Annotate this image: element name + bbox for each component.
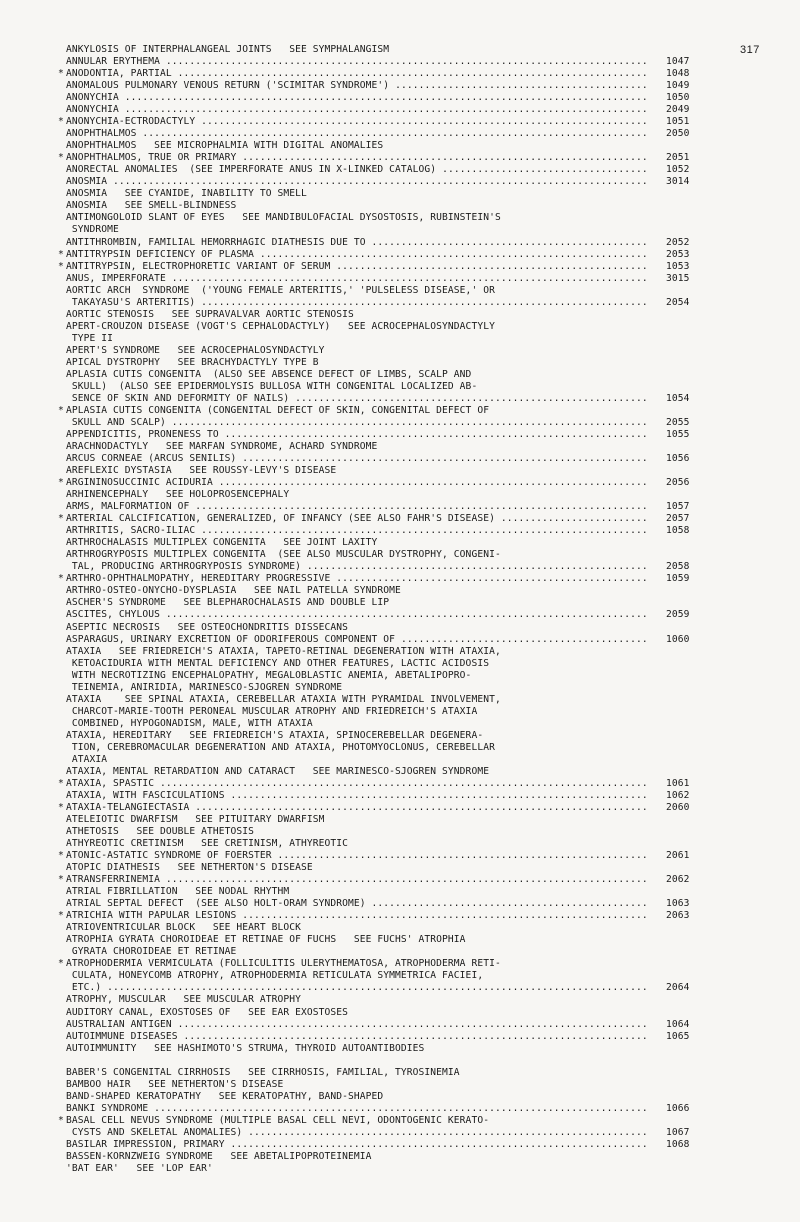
entry-number: 2051 <box>666 152 690 164</box>
asterisk-marker: * <box>58 910 64 922</box>
index-entry <box>0 682 800 694</box>
index-entry <box>0 778 800 790</box>
entry-text: ATRIOVENTRICULAR BLOCK SEE HEART BLOCK <box>66 922 302 934</box>
index-entry <box>0 429 800 441</box>
index-entry <box>0 561 800 573</box>
index-entry <box>0 549 800 561</box>
index-entry <box>0 1139 800 1151</box>
entry-text: AUTOIMMUNITY SEE HASHIMOTO'S STRUMA, THYROID AUTOANTIBODIES <box>66 1042 425 1054</box>
entry-text: ANORECTAL ANOMALIES (SEE IMPERFORATE ANUS IN X-LINKED CATALOG) ..... <box>66 164 646 176</box>
index-entry <box>0 237 800 249</box>
index-entry <box>0 261 800 273</box>
index-entry <box>0 754 800 766</box>
entry-number: 1056 <box>666 453 690 465</box>
index-entry <box>0 573 800 585</box>
entry-text: SENCE OF SKIN AND DEFORMITY OF NAILS) ..... <box>66 393 646 405</box>
entry-text: KETOACIDURIA WITH MENTAL DEFICIENCY AND OTHER FEATURES, LACTIC ACIDOSIS <box>66 657 490 669</box>
entry-number: 1062 <box>666 789 690 801</box>
entry-number: 3015 <box>666 272 690 284</box>
entry-text: ANONYCHIA-ECTRODACTYLY ..... <box>66 116 646 128</box>
entry-text: SYNDROME <box>66 224 119 236</box>
entry-text: ATRANSFERRINEMIA ..... <box>66 874 646 886</box>
index-entry <box>0 1127 800 1139</box>
index-entry <box>0 597 800 609</box>
index-entry <box>0 152 800 164</box>
entry-number: 2057 <box>666 513 690 525</box>
index-entry <box>0 934 800 946</box>
index-entry <box>0 1043 800 1055</box>
entry-text: 'BAT EAR' SEE 'LOP EAR' <box>66 1162 213 1174</box>
index-entry <box>0 814 800 826</box>
entry-number: 2059 <box>666 609 690 621</box>
entry-number: 1049 <box>666 80 690 92</box>
index-entry <box>0 622 800 634</box>
entry-text: ANUS, IMPERFORATE ..... <box>66 273 646 285</box>
entry-text: ATROPHODERMIA VERMICULATA (FOLLICULITIS ULERYTHEMATOSA, ATROPHODERMA RETI- <box>66 958 501 970</box>
entry-text: ARTHRO-OPHTHALMOPATHY, HEREDITARY PROGRESSIVE ..... <box>66 573 646 585</box>
asterisk-marker: * <box>58 1114 64 1126</box>
index-entry <box>0 92 800 104</box>
index-entry <box>0 706 800 718</box>
entry-number: 2058 <box>666 561 690 573</box>
index-entry <box>0 44 800 56</box>
entry-number: 3014 <box>666 176 690 188</box>
entry-number: 1055 <box>666 429 690 440</box>
entry-text: CULATA, HONEYCOMB ATROPHY, ATROPHODERMIA RETICULATA SYMMETRICA FACIEI, <box>66 970 484 982</box>
asterisk-marker: * <box>58 116 64 128</box>
index-entry <box>0 1151 800 1163</box>
asterisk-marker: * <box>58 958 64 970</box>
entry-text: CHARCOT-MARIE-TOOTH PERONEAL MUSCULAR ATROPHY AND FRIEDREICH'S ATAXIA <box>66 705 478 717</box>
entry-text: ASCITES, CHYLOUS ..... <box>66 609 646 621</box>
index-entry <box>0 405 800 417</box>
index-entry <box>0 766 800 778</box>
entry-text: ASEPTIC NECROSIS SEE OSTEOCHONDRITIS DISSECANS <box>66 621 349 633</box>
index-entry <box>0 862 800 874</box>
asterisk-marker: * <box>58 404 64 416</box>
entry-number: 1060 <box>666 633 690 645</box>
entry-text: ARTHRITIS, SACRO-ILIAC ..... <box>66 525 646 537</box>
entry-text: ANONYCHIA ..... <box>66 104 646 116</box>
entry-text: APLASIA CUTIS CONGENITA (CONGENITAL DEFECT OF SKIN, CONGENITAL DEFECT OF <box>66 404 490 416</box>
entry-text: TAKAYASU'S ARTERITIS) ..... <box>66 297 646 309</box>
entry-number: 2061 <box>666 850 690 862</box>
entry-text: ARTHROCHALASIS MULTIPLEX CONGENITA SEE JOINT LAXITY <box>66 537 378 549</box>
index-entry <box>0 994 800 1006</box>
index-entry <box>0 164 800 176</box>
entry-number: 2060 <box>666 801 690 813</box>
entry-number: 2056 <box>666 477 690 489</box>
asterisk-marker: * <box>58 801 64 813</box>
entry-text: ATAXIA <box>66 753 108 765</box>
entry-text: ANTITHROMBIN, FAMILIAL HEMORRHAGIC DIATHESIS DUE TO ..... <box>66 237 646 249</box>
entry-number: 1064 <box>666 1018 690 1030</box>
entry-text: ANOMALOUS PULMONARY VENOUS RETURN ('SCIMITAR SYNDROME') ..... <box>66 80 646 92</box>
entry-number: 1050 <box>666 92 690 104</box>
section-gap <box>0 1055 800 1067</box>
index-entry <box>0 224 800 236</box>
entry-number: 2064 <box>666 982 690 994</box>
index-entry <box>0 465 800 477</box>
index-entry <box>0 357 800 369</box>
entry-text: BAND-SHAPED KERATOPATHY SEE KERATOPATHY, BAND-SHAPED <box>66 1090 384 1102</box>
entry-text: ANNULAR ERYTHEMA ..... <box>66 56 646 68</box>
index-entry <box>0 1019 800 1031</box>
entry-text: GYRATA CHOROIDEAE ET RETINAE <box>66 946 237 958</box>
entry-number: 1068 <box>666 1138 690 1150</box>
entry-text: SKULL) (ALSO SEE EPIDERMOLYSIS BULLOSA WITH CONGENITAL LOCALIZED AB- <box>66 380 478 392</box>
entry-text: BABER'S CONGENITAL CIRRHOSIS SEE CIRRHOSIS, FAMILIAL, TYROSINEMIA <box>66 1066 460 1078</box>
entry-text: TYPE II <box>66 332 114 344</box>
entry-text: ATRIAL SEPTAL DEFECT (SEE ALSO HOLT-ORAM SYNDROME) ..... <box>66 898 646 910</box>
entry-number: 1051 <box>666 116 690 128</box>
index-entry <box>0 1079 800 1091</box>
entry-text: ATAXIA, WITH FASCICULATIONS ..... <box>66 790 646 802</box>
index-entry <box>0 609 800 621</box>
index-entry <box>0 297 800 309</box>
entry-number: 1065 <box>666 1030 690 1042</box>
entry-number: 2063 <box>666 910 690 922</box>
entry-text: ATHETOSIS SEE DOUBLE ATHETOSIS <box>66 826 255 838</box>
entry-number: 1057 <box>666 501 690 513</box>
entry-number: 1052 <box>666 164 690 176</box>
index-entry <box>0 585 800 597</box>
entry-text: AUSTRALIAN ANTIGEN ..... <box>66 1019 646 1031</box>
entry-text: ANKYLOSIS OF INTERPHALANGEAL JOINTS SEE SYMPHALANGISM <box>66 44 390 55</box>
entry-number: 2049 <box>666 104 690 116</box>
index-entry <box>0 501 800 513</box>
index-entry <box>0 634 800 646</box>
entry-text: ARTERIAL CALCIFICATION, GENERALIZED, OF INFANCY (SEE ALSO FAHR'S DISEASE) ..... <box>66 513 646 525</box>
entry-text: AUDITORY CANAL, EXOSTOSES OF SEE EAR EXOSTOSES <box>66 1006 349 1018</box>
index-entry <box>0 718 800 730</box>
entry-text: ASPARAGUS, URINARY EXCRETION OF ODORIFEROUS COMPONENT OF ..... <box>66 634 646 646</box>
index-entry <box>0 537 800 549</box>
index-entry <box>0 56 800 68</box>
entry-number: 1063 <box>666 898 690 910</box>
entry-text: BASSEN-KORNZWEIG SYNDROME SEE ABETALIPOPROTEINEMIA <box>66 1150 372 1162</box>
entry-text: ATAXIA, SPASTIC ..... <box>66 778 646 790</box>
entry-text: BASAL CELL NEVUS SYNDROME (MULTIPLE BASAL CELL NEVI, ODONTOGENIC KERATO- <box>66 1114 490 1126</box>
entry-number: 1054 <box>666 392 690 404</box>
entry-number: 1067 <box>666 1126 690 1138</box>
entry-text: ANTITRYPSIN, ELECTROPHORETIC VARIANT OF SERUM ..... <box>66 261 646 273</box>
entry-text: ARTHROGRYPOSIS MULTIPLEX CONGENITA (SEE ALSO MUSCULAR DYSTROPHY, CONGENI- <box>66 549 501 561</box>
index-entry <box>0 850 800 862</box>
entry-text: BASILAR IMPRESSION, PRIMARY ..... <box>66 1139 646 1151</box>
asterisk-marker: * <box>58 152 64 164</box>
index-entry <box>0 116 800 128</box>
entry-text: ATROPHY, MUSCULAR SEE MUSCULAR ATROPHY <box>66 994 302 1006</box>
index-entry <box>0 874 800 886</box>
entry-text: ANONYCHIA ..... <box>66 92 646 104</box>
asterisk-marker: * <box>58 513 64 525</box>
index-entry <box>0 80 800 92</box>
entry-text: ATOPIC DIATHESIS SEE NETHERTON'S DISEASE <box>66 862 313 874</box>
index-entry <box>0 309 800 321</box>
entry-text: BAMBOO HAIR SEE NETHERTON'S DISEASE <box>66 1078 284 1090</box>
entry-number: 2055 <box>666 416 690 428</box>
entry-text: SKULL AND SCALP) ..... <box>66 417 646 429</box>
entry-text: AORTIC STENOSIS SEE SUPRAVALVAR AORTIC STENOSIS <box>66 308 354 320</box>
index-entry <box>0 477 800 489</box>
index-entry <box>0 646 800 658</box>
entry-number: 1061 <box>666 777 690 789</box>
entry-text: ASCHER'S SYNDROME SEE BLEPHAROCHALASIS AND DOUBLE LIP <box>66 597 390 609</box>
asterisk-marker: * <box>58 777 64 789</box>
entry-text: COMBINED, HYPOGONADISM, MALE, WITH ATAXIA <box>66 717 313 729</box>
entry-text: AUTOIMMUNE DISEASES ..... <box>66 1031 646 1043</box>
entry-text: ATRICHIA WITH PAPULAR LESIONS ..... <box>66 910 646 922</box>
entry-number: 1047 <box>666 56 690 68</box>
index-entry <box>0 441 800 453</box>
entry-text: ANOSMIA SEE SMELL-BLINDNESS <box>66 200 237 212</box>
entry-text: ANOPHTHALMOS SEE MICROPHALMIA WITH DIGITAL ANOMALIES <box>66 140 384 152</box>
entry-text: TION, CEREBROMACULAR DEGENERATION AND ATAXIA, PHOTOMYOCLONUS, CEREBELLAR <box>66 741 495 753</box>
index-entry <box>0 1031 800 1043</box>
index-entry <box>0 128 800 140</box>
entry-text: APLASIA CUTIS CONGENITA (ALSO SEE ABSENCE DEFECT OF LIMBS, SCALP AND <box>66 368 472 380</box>
index-entry <box>0 453 800 465</box>
entry-text: ARCUS CORNEAE (ARCUS SENILIS) ..... <box>66 453 646 465</box>
index-entry <box>0 658 800 670</box>
entry-text: AREFLEXIC DYSTASIA SEE ROUSSY-LEVY'S DISEASE <box>66 465 337 477</box>
index-entry <box>0 922 800 934</box>
index-entry <box>0 200 800 212</box>
entry-text: ANOSMIA SEE CYANIDE, INABILITY TO SMELL <box>66 188 307 200</box>
entry-text: ATONIC-ASTATIC SYNDROME OF FOERSTER ..... <box>66 850 646 862</box>
index-entry <box>0 104 800 116</box>
entry-text: ATAXIA SEE FRIEDREICH'S ATAXIA, TAPETO-RETINAL DEGENERATION WITH ATAXIA, <box>66 645 501 657</box>
asterisk-marker: * <box>58 477 64 489</box>
index-entry <box>0 1103 800 1115</box>
asterisk-marker: * <box>58 850 64 862</box>
entry-number: 1066 <box>666 1102 690 1114</box>
entry-text: APERT-CROUZON DISEASE (VOGT'S CEPHALODACTYLY) SEE ACROCEPHALOSYNDACTYLY <box>66 320 495 332</box>
entry-text: ANODONTIA, PARTIAL ..... <box>66 68 646 80</box>
entry-text: ATAXIA, MENTAL RETARDATION AND CATARACT SEE MARINESCO-SJOGREN SYNDROME <box>66 765 490 777</box>
entry-text: WITH NECROTIZING ENCEPHALOPATHY, MEGALOBLASTIC ANEMIA, ABETALIPOPRO- <box>66 669 472 681</box>
index-entry <box>0 140 800 152</box>
entry-text: APERT'S SYNDROME SEE ACROCEPHALOSYNDACTYLY <box>66 344 325 356</box>
entry-text: ETC.) ..... <box>66 982 646 994</box>
entry-text: ATELEIOTIC DWARFISM SEE PITUITARY DWARFISM <box>66 814 325 825</box>
asterisk-marker: * <box>58 68 64 80</box>
entry-number: 2050 <box>666 128 690 140</box>
index-entry <box>0 694 800 706</box>
index-entry <box>0 393 800 405</box>
entry-text: ARGININOSUCCINIC ACIDURIA ..... <box>66 477 646 489</box>
index-entry <box>0 417 800 429</box>
index-entry <box>0 1067 800 1079</box>
index-entry <box>0 489 800 501</box>
index-entry <box>0 1115 800 1127</box>
index-entry <box>0 1007 800 1019</box>
index-entry <box>0 285 800 297</box>
page-number: 317 <box>740 44 760 56</box>
asterisk-marker: * <box>58 874 64 886</box>
index-entry <box>0 249 800 261</box>
index-entry <box>0 970 800 982</box>
index-entry <box>0 946 800 958</box>
entry-text: ATRIAL FIBRILLATION SEE NODAL RHYTHM <box>66 886 290 898</box>
index-entry <box>0 898 800 910</box>
entry-number: 2053 <box>666 248 690 260</box>
index-entry <box>0 802 800 814</box>
index-entry <box>0 826 800 838</box>
entry-text: TAL, PRODUCING ARTHROGRYPOSIS SYNDROME) ..... <box>66 561 646 573</box>
entry-text: ARHINENCEPHALY SEE HOLOPROSENCEPHALY <box>66 489 290 501</box>
entry-text: ARACHNODACTYLY SEE MARFAN SYNDROME, ACHARD SYNDROME <box>66 441 378 453</box>
entry-text: ATAXIA-TELANGIECTASIA ..... <box>66 802 646 814</box>
index-entry <box>0 525 800 537</box>
entry-text: BANKI SYNDROME ..... <box>66 1103 646 1115</box>
index-entry <box>0 1163 800 1175</box>
index-entry <box>0 273 800 285</box>
entry-number: 2052 <box>666 236 690 248</box>
index-entry <box>0 670 800 682</box>
index-entry <box>0 958 800 970</box>
entry-text: AORTIC ARCH SYNDROME ('YOUNG FEMALE ARTERITIS,' 'PULSELESS DISEASE,' OR <box>66 284 495 296</box>
index-entry <box>0 333 800 345</box>
entry-text: CYSTS AND SKELETAL ANOMALIES) ..... <box>66 1127 646 1139</box>
entry-text: ANOSMIA ..... <box>66 176 646 188</box>
index-entry <box>0 381 800 393</box>
entry-text: ATAXIA SEE SPINAL ATAXIA, CEREBELLAR ATAXIA WITH PYRAMIDAL INVOLVEMENT, <box>66 693 501 705</box>
index-entry <box>0 742 800 754</box>
entry-text: ATAXIA, HEREDITARY SEE FRIEDREICH'S ATAXIA, SPINOCEREBELLAR DEGENERA- <box>66 729 484 741</box>
index-entry <box>0 1091 800 1103</box>
index-entry <box>0 369 800 381</box>
index-entry <box>0 730 800 742</box>
entry-text: ANOPHTHALMOS, TRUE OR PRIMARY ..... <box>66 152 646 164</box>
entry-text: ANTITRYPSIN DEFICIENCY OF PLASMA ..... <box>66 249 646 261</box>
entry-text: ARTHRO-OSTEO-ONYCHO-DYSPLASIA SEE NAIL PATELLA SYNDROME <box>66 585 401 597</box>
entry-text: APICAL DYSTROPHY SEE BRACHYDACTYLY TYPE B <box>66 356 319 368</box>
entry-number: 1053 <box>666 260 690 272</box>
index-entry <box>0 188 800 200</box>
entry-text: ATROPHIA GYRATA CHOROIDEAE ET RETINAE OF FUCHS SEE FUCHS' ATROPHIA <box>66 934 466 946</box>
entry-number: 1059 <box>666 573 690 585</box>
entry-text: ANOPHTHALMOS ..... <box>66 128 646 140</box>
index-entry <box>0 345 800 357</box>
index-entry <box>0 982 800 994</box>
index-entry <box>0 513 800 525</box>
index-entry <box>0 910 800 922</box>
entry-number: 1058 <box>666 525 690 537</box>
index-entry <box>0 838 800 850</box>
index-list <box>0 44 800 1175</box>
index-entry <box>0 321 800 333</box>
entry-number: 2062 <box>666 874 690 886</box>
entry-text: ATHYREOTIC CRETINISM SEE CRETINISM, ATHYREOTIC <box>66 838 349 850</box>
index-entry <box>0 212 800 224</box>
index-entry <box>0 176 800 188</box>
asterisk-marker: * <box>58 248 64 260</box>
index-entry <box>0 886 800 898</box>
entry-text: ARMS, MALFORMATION OF ..... <box>66 501 646 513</box>
entry-number: 2054 <box>666 296 690 308</box>
entry-number: 1048 <box>666 68 690 80</box>
asterisk-marker: * <box>58 260 64 272</box>
index-entry <box>0 790 800 802</box>
index-entry <box>0 68 800 80</box>
entry-text: APPENDICITIS, PRONENESS TO ..... <box>66 429 646 441</box>
entry-text: TEINEMIA, ANIRIDIA, MARINESCO-SJOGREN SYNDROME <box>66 681 343 693</box>
asterisk-marker: * <box>58 573 64 585</box>
entry-text: ANTIMONGOLOID SLANT OF EYES SEE MANDIBULOFACIAL DYSOSTOSIS, RUBINSTEIN'S <box>66 212 501 224</box>
